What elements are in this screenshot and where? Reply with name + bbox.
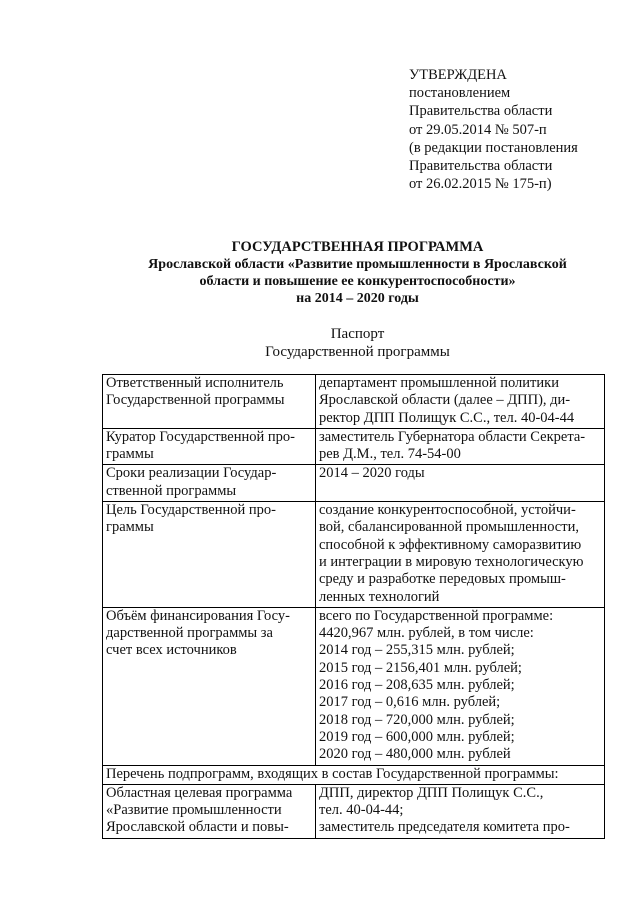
cell-text: способной к эффективному саморазвитию (319, 536, 582, 553)
cell-text: ственной программы (106, 482, 237, 499)
passport-heading (100, 325, 615, 361)
row-value (316, 502, 605, 608)
table-row (103, 428, 605, 465)
row-value (316, 784, 605, 838)
cell-text: заместитель председателя комитета про- (319, 819, 570, 836)
cell-text: Областная целевая программа (106, 784, 293, 801)
table-row (103, 607, 605, 765)
cell-text: Цель Государственной про- (106, 502, 276, 519)
table-row (103, 465, 605, 502)
cell-text: Объём финансирования Госу- (106, 607, 290, 624)
row-value (316, 465, 605, 502)
cell-text: дарственной программы за (106, 625, 273, 642)
table-row (103, 784, 605, 838)
cell-text: граммы (106, 519, 154, 536)
cell-text: Сроки реализации Государ- (106, 465, 277, 482)
approval-line: от 26.02.2015 № 175-п) (409, 176, 552, 193)
document-title (100, 239, 615, 307)
cell-text: ленных технологий (319, 588, 440, 605)
cell-text: 2014 – 2020 годы (319, 465, 425, 482)
cell-text: создание конкурентоспособной, устойчи- (319, 502, 576, 519)
title-line: области и повышение ее конкурентоспособности» (199, 274, 516, 289)
approval-line: постановлением (409, 85, 511, 102)
title-line: на 2014 – 2020 годы (296, 291, 419, 306)
cell-text: 2016 год – 208,635 млн. рублей; (319, 677, 515, 694)
row-label (103, 465, 316, 502)
row-value (316, 607, 605, 765)
row-value (316, 375, 605, 429)
approval-line: Правительства области (409, 103, 553, 120)
cell-text: 2018 год – 720,000 млн. рублей; (319, 711, 515, 728)
cell-text: среду и разработке передовых промыш- (319, 571, 566, 588)
cell-text: Ответственный исполнитель (106, 375, 284, 391)
approval-stamp (409, 66, 624, 193)
row-label (103, 375, 316, 429)
cell-text: рев Д.М., тел. 74-54-00 (319, 446, 461, 463)
title-line: ГОСУДАРСТВЕННАЯ ПРОГРАММА (231, 239, 484, 255)
approval-line: Правительства области (409, 158, 553, 175)
passport-line: Государственной программы (265, 344, 450, 360)
cell-text: 2014 год – 255,315 млн. рублей; (319, 642, 515, 659)
title-line: Ярославской области «Развитие промышленности в Ярославской (148, 257, 567, 272)
cell-text: счет всех источников (106, 642, 237, 659)
passport-table (102, 374, 605, 839)
table-row (103, 502, 605, 608)
cell-text: 2019 год – 600,000 млн. рублей; (319, 728, 515, 745)
cell-text: ректор ДПП Полищук С.С., тел. 40-04-44 (319, 409, 575, 426)
row-label (103, 784, 316, 838)
cell-text: Государственной программы (106, 392, 285, 409)
cell-text: и интеграции в мировую технологическую (319, 553, 584, 570)
row-label (103, 502, 316, 608)
approval-line: (в редакции постановления (409, 139, 578, 156)
cell-text: департамент промышленной политики (319, 375, 559, 391)
cell-text: 2017 год – 0,616 млн. рублей; (319, 694, 501, 711)
cell-text: Ярославской области и повы- (106, 819, 289, 836)
cell-text: 4420,967 млн. рублей, в том числе: (319, 625, 534, 642)
cell-text: 2020 год – 480,000 млн. рублей (319, 746, 511, 763)
cell-text: вой, сбалансированной промышленности, (319, 519, 579, 536)
table-row (103, 375, 605, 429)
approval-line: от 29.05.2014 № 507-п (409, 121, 547, 138)
approval-line: УТВЕРЖДЕНА (409, 67, 507, 83)
cell-text: заместитель Губернатора области Секрета- (319, 428, 586, 445)
cell-text: тел. 40-04-44; (319, 802, 404, 819)
row-label (103, 607, 316, 765)
cell-text: 2015 год – 2156,401 млн. рублей; (319, 659, 522, 676)
passport-line: Паспорт (330, 326, 385, 342)
cell-text: граммы (106, 446, 154, 463)
cell-text: Куратор Государственной про- (106, 428, 295, 445)
row-value (316, 428, 605, 465)
cell-text: Ярославской области (далее – ДПП), ди- (319, 392, 571, 409)
row-label (103, 428, 316, 465)
subprograms-subheader: Перечень подпрограмм, входящих в состав Государственной программы: (103, 765, 605, 784)
cell-text: всего по Государственной программе: (319, 607, 554, 624)
cell-text: «Развитие промышленности (106, 802, 282, 819)
cell-text: ДПП, директор ДПП Полищук С.С., (319, 784, 544, 801)
table-subheader-row (103, 765, 605, 784)
